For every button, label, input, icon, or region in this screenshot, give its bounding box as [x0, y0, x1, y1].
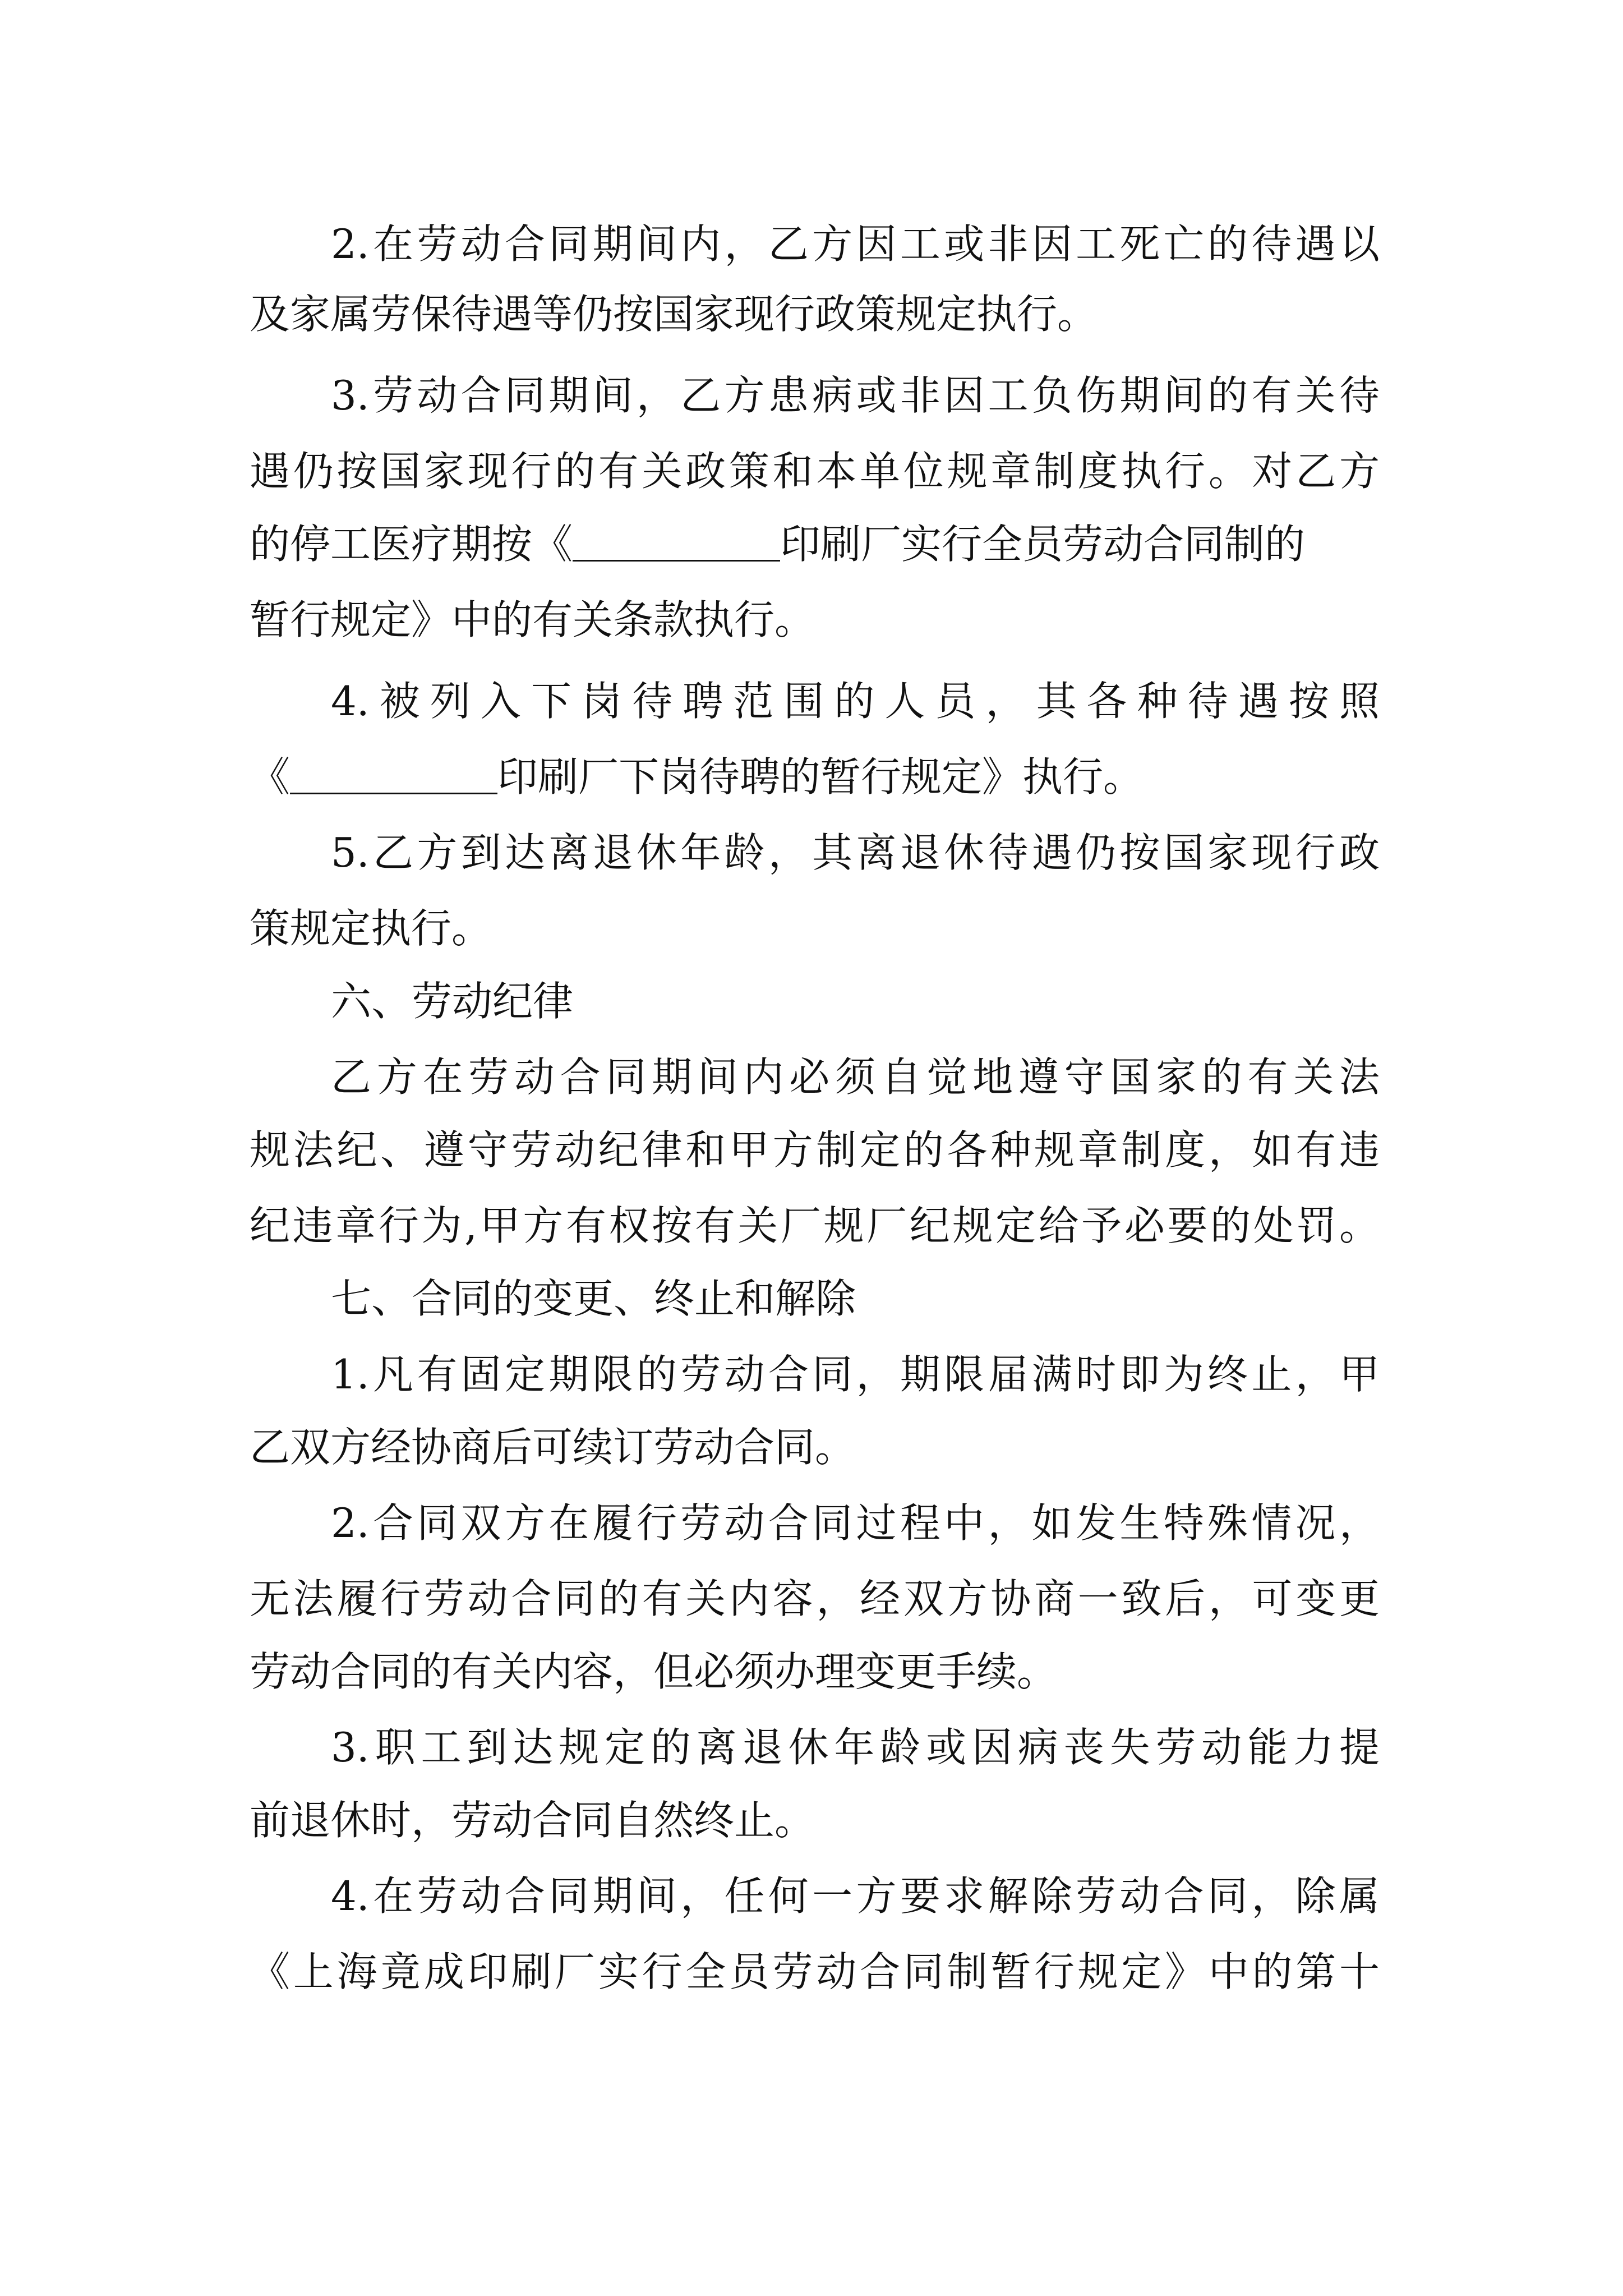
paragraph-line: 3.劳动合同期间，乙方患病或非因工负伤期间的有关待 — [331, 372, 1380, 419]
paragraph-line: 5.乙方到达离退休年龄，其离退休待遇仍按国家现行政 — [331, 829, 1380, 876]
paragraph-line: 4.被列入下岗待聘范围的人员，其各种待遇按照 — [331, 678, 1380, 725]
paragraph-line: 《上海竟成印刷厂实行全员劳动合同制暂行规定》中的第十 — [250, 1948, 1380, 1995]
paragraph-line: 乙双方经协商后可续订劳动合同。 — [250, 1424, 856, 1471]
paragraph-line: 纪违章行为,甲方有权按有关厂规厂纪规定给予必要的处罚。 — [250, 1202, 1380, 1249]
paragraph-line: 乙方在劳动合同期间内必须自觉地遵守国家的有关法 — [331, 1053, 1380, 1101]
section-heading: 七、合同的变更、终止和解除 — [331, 1275, 856, 1322]
paragraph-line — [250, 746, 1380, 808]
paragraph-line: 策规定执行。 — [250, 905, 492, 952]
section-heading: 六、劳动纪律 — [331, 978, 574, 1025]
paragraph-line: 1.凡有固定期限的劳动合同，期限届满时即为终止，甲 — [331, 1351, 1380, 1398]
text-fragment: 印刷厂实行全员劳动合同制的 — [780, 521, 1306, 568]
text-fragment: 印刷厂下岗待聘的暂行规定》执行。 — [497, 753, 1144, 800]
paragraph-line: 2.在劳动合同期间内，乙方因工或非因工死亡的待遇以 — [331, 220, 1380, 268]
paragraph-line: 劳动合同的有关内容，但必须办理变更手续。 — [250, 1648, 1058, 1695]
text-fragment: 《 — [250, 753, 291, 800]
paragraph-line: 2.合同双方在履行劳动合同过程中，如发生特殊情况， — [331, 1499, 1380, 1547]
paragraph-line: 规法纪、遵守劳动纪律和甲方制定的各种规章制度，如有违 — [250, 1126, 1380, 1174]
paragraph-line — [250, 513, 1380, 575]
text-fragment: 的停工医疗期按《 — [250, 521, 573, 568]
paragraph-line: 3.职工到达规定的离退休年龄或因病丧失劳动能力提 — [331, 1724, 1380, 1771]
paragraph-line: 遇仍按国家现行的有关政策和本单位规章制度执行。对乙方 — [250, 448, 1380, 495]
paragraph-line: 4.在劳动合同期间，任何一方要求解除劳动合同，除属 — [331, 1872, 1380, 1920]
paragraph-line: 前退休时，劳动合同自然终止。 — [250, 1797, 815, 1844]
fill-in-blank — [573, 524, 780, 562]
paragraph-line: 无法履行劳动合同的有关内容，经双方协商一致后，可变更 — [250, 1575, 1380, 1622]
fill-in-blank — [290, 757, 497, 794]
paragraph-line: 暂行规定》中的有关条款执行。 — [250, 596, 815, 643]
paragraph-line: 及家属劳保待遇等仍按国家现行政策规定执行。 — [250, 291, 1098, 338]
